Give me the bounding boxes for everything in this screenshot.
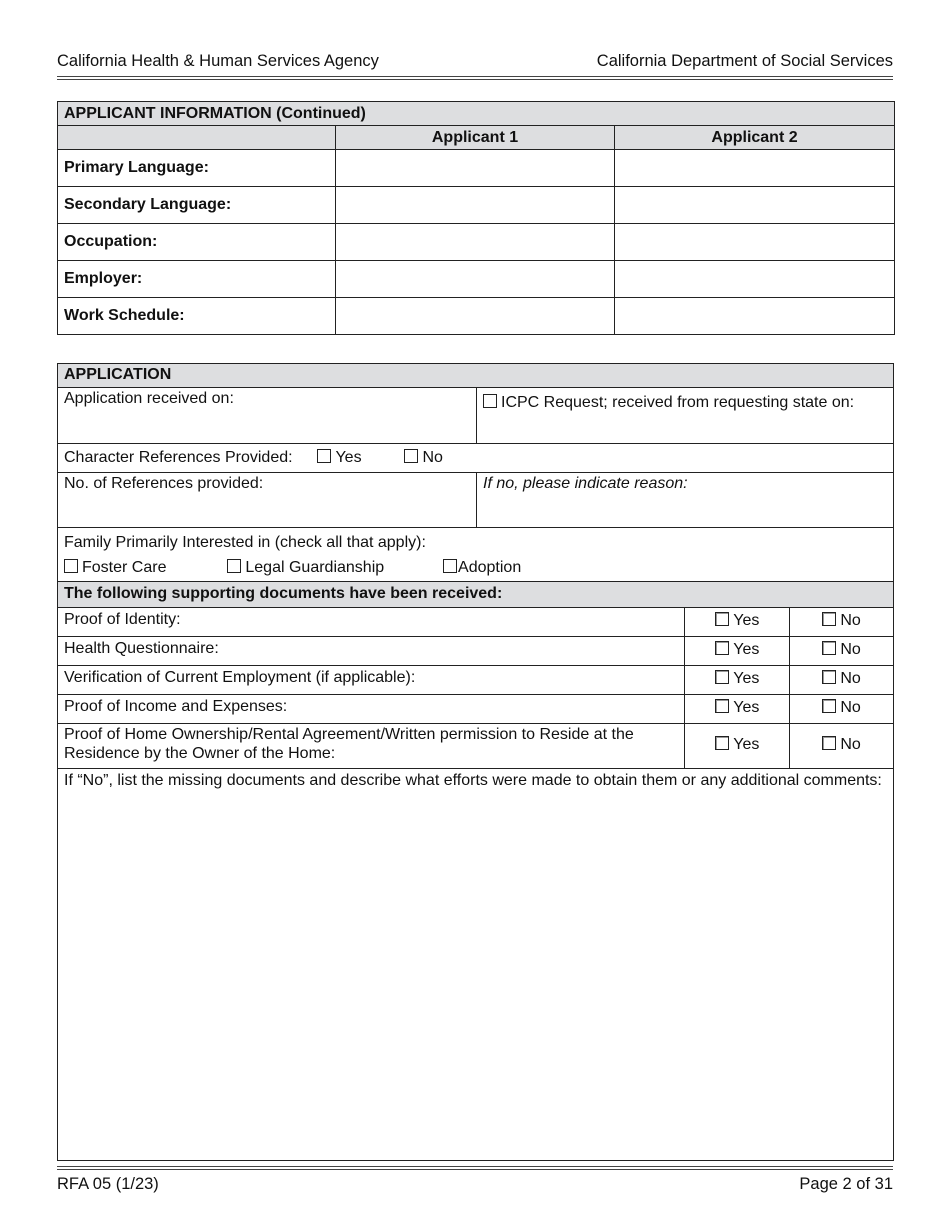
employer-applicant-1-field[interactable] <box>336 261 615 298</box>
header-rule <box>57 79 893 80</box>
work-schedule-applicant-2-field[interactable] <box>615 298 895 335</box>
occupation-applicant-1-field[interactable] <box>336 224 615 261</box>
no-label: No <box>840 670 861 687</box>
family-interest-row <box>58 528 893 582</box>
doc-row <box>58 608 893 637</box>
home-ownership-no-checkbox[interactable] <box>822 736 836 750</box>
doc-label: Proof of Home Ownership/Rental Agreement/Written permission to Reside at the Residence by the Owner of the Home: <box>64 726 634 762</box>
foster-care-label: Foster Care <box>82 559 167 576</box>
adoption-checkbox[interactable] <box>443 559 457 573</box>
header-rule <box>57 76 893 77</box>
doc-row <box>58 724 893 769</box>
no-label: No <box>840 612 861 629</box>
icpc-label: ICPC Request; received from requesting state on: <box>501 394 855 411</box>
char-refs-yes-checkbox[interactable] <box>317 449 331 463</box>
secondary-language-applicant-1-field[interactable] <box>336 187 615 224</box>
employment-no-checkbox[interactable] <box>822 670 836 684</box>
occupation-label: Occupation: <box>58 224 336 261</box>
yes-label: Yes <box>733 612 760 629</box>
yes-label: Yes <box>733 699 760 716</box>
icpc-request-field[interactable] <box>476 388 893 443</box>
yes-label: Yes <box>733 670 760 687</box>
no-reason-label: If no, please indicate reason: <box>483 475 688 492</box>
char-refs-yes-label: Yes <box>335 449 362 466</box>
identity-yes-checkbox[interactable] <box>715 612 729 626</box>
income-yes-checkbox[interactable] <box>715 699 729 713</box>
footer-rule <box>57 1166 893 1167</box>
char-refs-row <box>58 444 893 473</box>
work-schedule-label: Work Schedule: <box>58 298 336 335</box>
primary-language-applicant-1-field[interactable] <box>336 150 615 187</box>
work-schedule-applicant-1-field[interactable] <box>336 298 615 335</box>
yes-label: Yes <box>733 641 760 658</box>
agency-title: California Health & Human Services Agency <box>57 52 379 70</box>
employment-yes-checkbox[interactable] <box>715 670 729 684</box>
footer-rule <box>57 1169 893 1170</box>
num-references-field[interactable] <box>58 473 476 527</box>
health-no-checkbox[interactable] <box>822 641 836 655</box>
application-title-row <box>58 364 893 388</box>
no-label: No <box>840 699 861 716</box>
character-references-label: Character References Provided: <box>64 449 293 466</box>
application-section <box>57 363 894 1161</box>
yes-label: Yes <box>733 736 760 753</box>
applicant-1-header: Applicant 1 <box>336 126 615 150</box>
applicant-info-title: APPLICANT INFORMATION (Continued) <box>58 102 895 126</box>
identity-no-checkbox[interactable] <box>822 612 836 626</box>
icpc-checkbox[interactable] <box>483 394 497 408</box>
doc-label: Verification of Current Employment (if applicable): <box>64 669 416 686</box>
department-title: California Department of Social Services <box>596 52 893 70</box>
doc-label: Health Questionnaire: <box>64 640 219 657</box>
employer-label: Employer: <box>58 261 336 298</box>
page-header <box>57 52 893 76</box>
employer-applicant-2-field[interactable] <box>615 261 895 298</box>
application-title: APPLICATION <box>64 366 172 383</box>
foster-care-checkbox[interactable] <box>64 559 78 573</box>
legal-guardianship-label: Legal Guardianship <box>245 559 385 576</box>
missing-docs-label: If “No”, list the missing documents and describe what efforts were made to obtain them or any additional comments: <box>64 772 882 789</box>
num-refs-row <box>58 473 893 528</box>
doc-row <box>58 637 893 666</box>
doc-row <box>58 695 893 724</box>
doc-label: Proof of Identity: <box>64 611 181 628</box>
secondary-language-label: Secondary Language: <box>58 187 336 224</box>
family-interest-options <box>64 555 521 580</box>
occupation-applicant-2-field[interactable] <box>615 224 895 261</box>
applicant-info-table <box>57 101 895 335</box>
form-id: RFA 05 (1/23) <box>57 1175 159 1193</box>
legal-guardianship-checkbox[interactable] <box>227 559 241 573</box>
adoption-label: Adoption <box>458 559 522 576</box>
primary-language-applicant-2-field[interactable] <box>615 150 895 187</box>
doc-row <box>58 666 893 695</box>
no-label: No <box>840 736 861 753</box>
missing-docs-comments-field[interactable] <box>58 769 893 791</box>
char-refs-no-checkbox[interactable] <box>404 449 418 463</box>
application-received-label: Application received on: <box>64 390 234 407</box>
page-footer <box>57 1175 893 1194</box>
header-blank <box>58 126 336 150</box>
health-yes-checkbox[interactable] <box>715 641 729 655</box>
home-ownership-yes-checkbox[interactable] <box>715 736 729 750</box>
no-label: No <box>840 641 861 658</box>
application-received-field[interactable] <box>58 388 476 443</box>
num-references-label: No. of References provided: <box>64 475 264 492</box>
doc-label: Proof of Income and Expenses: <box>64 698 288 715</box>
docs-header-row <box>58 582 893 608</box>
received-row <box>58 388 893 444</box>
page-number: Page 2 of 31 <box>799 1175 893 1193</box>
applicant-2-header: Applicant 2 <box>615 126 895 150</box>
income-no-checkbox[interactable] <box>822 699 836 713</box>
no-reason-field[interactable] <box>476 473 893 527</box>
primary-language-label: Primary Language: <box>58 150 336 187</box>
secondary-language-applicant-2-field[interactable] <box>615 187 895 224</box>
docs-header: The following supporting documents have been received: <box>64 585 503 602</box>
char-refs-no-label: No <box>422 449 443 466</box>
family-interest-label: Family Primarily Interested in (check all that apply): <box>64 534 426 551</box>
